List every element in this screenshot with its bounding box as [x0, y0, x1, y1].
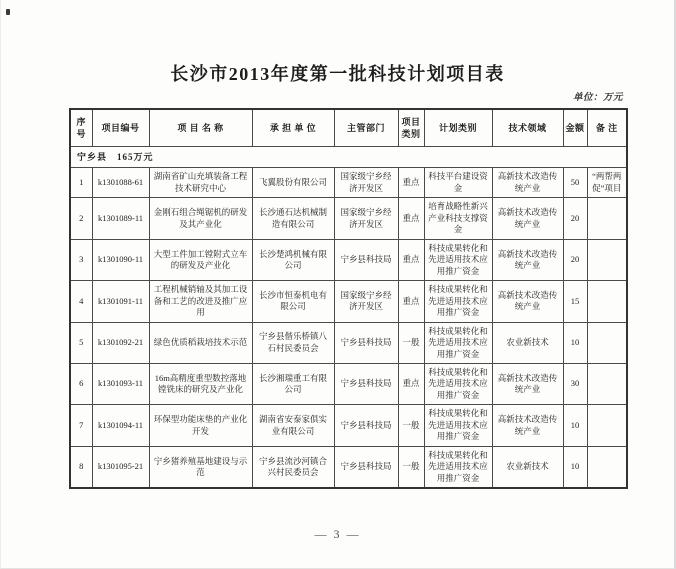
cell-code: k1301095-21	[92, 446, 149, 488]
cell-amount: 10	[563, 322, 587, 363]
projects-table	[69, 108, 628, 489]
cell-category: 重点	[398, 239, 424, 280]
cell-remark	[587, 239, 627, 280]
cell-dept: 国家级宁乡经济开发区	[334, 168, 398, 198]
cell-code: k1301089-11	[92, 198, 149, 239]
cell-unit: 飞翼股份有限公司	[252, 168, 334, 198]
cell-seq: 6	[70, 363, 92, 404]
table-row	[70, 446, 627, 488]
table-row	[70, 198, 627, 239]
header-field: 技术领域	[492, 109, 563, 147]
cell-dept: 宁乡县科技局	[334, 446, 398, 488]
cell-dept: 国家级宁乡经济开发区	[334, 281, 398, 322]
cell-name: 宁乡猪养殖基地建设与示范	[149, 446, 252, 488]
county-subtotal: 宁乡县 165万元	[70, 147, 627, 168]
cell-seq: 7	[70, 405, 92, 446]
cell-code: k1301091-11	[92, 281, 149, 322]
cell-code: k1301090-11	[92, 239, 149, 280]
cell-category: 重点	[398, 281, 424, 322]
cell-category: 重点	[398, 198, 424, 239]
cell-field: 高新技术改造传统产业	[492, 168, 563, 198]
page-number: — 3 —	[314, 527, 361, 541]
cell-dept: 宁乡县科技局	[334, 405, 398, 446]
cell-plan: 科技平台建设资金	[424, 168, 492, 198]
cell-amount: 50	[563, 168, 587, 198]
county-subtotal-row	[70, 147, 627, 168]
cell-code: k1301092-21	[92, 322, 149, 363]
cell-unit: 湖南省安泰家俱实业有限公司	[252, 405, 334, 446]
cell-amount: 15	[563, 281, 587, 322]
cell-field: 高新技术改造传统产业	[492, 198, 563, 239]
cell-dept: 宁乡县科技局	[334, 239, 398, 280]
cell-category: 重点	[398, 168, 424, 198]
cell-category: 一般	[398, 322, 424, 363]
cell-seq: 2	[70, 198, 92, 239]
cell-remark	[587, 198, 627, 239]
header-seq: 序号	[70, 109, 92, 147]
cell-code: k1301093-11	[92, 363, 149, 404]
cell-category: 重点	[398, 363, 424, 404]
cell-plan: 科技成果转化和先进适用技术应用推广资金	[424, 239, 492, 280]
cell-seq: 8	[70, 446, 92, 488]
cell-unit: 宁乡县流沙河镇合兴村民委员会	[252, 446, 334, 488]
cell-seq: 3	[70, 239, 92, 280]
header-category: 项目类别	[398, 109, 424, 147]
cell-amount: 30	[563, 363, 587, 404]
cell-category: 一般	[398, 405, 424, 446]
cell-plan: 科技成果转化和先进适用技术应用推广资金	[424, 281, 492, 322]
header-unit: 承 担 单 位	[252, 109, 334, 147]
cell-name: 环保型功能床垫的产业化开发	[149, 405, 252, 446]
cell-field: 农业新技术	[492, 446, 563, 488]
cell-code: k1301088-61	[92, 168, 149, 198]
cell-remark	[587, 322, 627, 363]
cell-name: 金刚石组合绳锯机的研发及其产业化	[149, 198, 252, 239]
table-row	[70, 322, 627, 363]
cell-plan: 科技成果转化和先进适用技术应用推广资金	[424, 405, 492, 446]
cell-category: 一般	[398, 446, 424, 488]
cell-seq: 1	[70, 168, 92, 198]
cell-field: 农业新技术	[492, 322, 563, 363]
cell-dept: 宁乡县科技局	[334, 322, 398, 363]
cell-unit: 长沙市恒泰机电有限公司	[252, 281, 334, 322]
cell-amount: 10	[563, 446, 587, 488]
cell-name: 湖南省矿山充填装备工程技术研究中心	[149, 168, 252, 198]
cell-dept: 国家级宁乡经济开发区	[334, 198, 398, 239]
cell-amount: 20	[563, 198, 587, 239]
header-plan: 计划类别	[424, 109, 492, 147]
document-title: 长沙市2013年度第一批科技计划项目表	[170, 64, 505, 84]
cell-amount: 10	[563, 405, 587, 446]
cell-remark	[587, 405, 627, 446]
scan-artifact-speck	[6, 9, 10, 15]
cell-seq: 5	[70, 322, 92, 363]
cell-name: 绿色优质稻栽培技术示范	[149, 322, 252, 363]
cell-remark	[587, 446, 627, 488]
cell-remark	[587, 281, 627, 322]
cell-name: 16m高精度重型数控落地镗铣床的研究及产业化	[149, 363, 252, 404]
cell-code: k1301094-11	[92, 405, 149, 446]
header-dept: 主管部门	[334, 109, 398, 147]
cell-amount: 20	[563, 239, 587, 280]
table-header-row	[70, 109, 627, 147]
cell-unit: 宁乡县偕乐桥镇八石村民委员会	[252, 322, 334, 363]
cell-unit: 长沙通石达机械制造有限公司	[252, 198, 334, 239]
cell-unit: 长沙湘瑞重工有限公司	[252, 363, 334, 404]
header-name: 项 目 名 称	[149, 109, 252, 147]
cell-remark: “两帮两促”项目	[587, 168, 627, 198]
header-amount: 金额	[563, 109, 587, 147]
cell-unit: 长沙楚鸿机械有限公司	[252, 239, 334, 280]
header-code: 项目编号	[92, 109, 149, 147]
cell-plan: 科技成果转化和先进适用技术应用推广资金	[424, 322, 492, 363]
cell-plan: 培育战略性新兴产业科技支撑资金	[424, 198, 492, 239]
table-row	[70, 168, 627, 198]
unit-note: 单位：万元	[572, 93, 623, 103]
cell-remark	[587, 363, 627, 404]
cell-plan: 科技成果转化和先进适用技术应用推广资金	[424, 363, 492, 404]
cell-seq: 4	[70, 281, 92, 322]
cell-dept: 宁乡县科技局	[334, 363, 398, 404]
cell-plan: 科技成果转化和先进适用技术应用推广资金	[424, 446, 492, 488]
cell-field: 高新技术改造传统产业	[492, 405, 563, 446]
table-row	[70, 405, 627, 446]
cell-field: 高新技术改造传统产业	[492, 363, 563, 404]
cell-field: 高新技术改造传统产业	[492, 281, 563, 322]
table-row	[70, 281, 627, 322]
table-row	[70, 363, 627, 404]
cell-field: 高新技术改造传统产业	[492, 239, 563, 280]
cell-name: 工程机械销轴及其加工设备和工艺的改进及推广应用	[149, 281, 252, 322]
cell-name: 大型工件加工镗附式立车的研发及产业化	[149, 239, 252, 280]
header-remark: 备 注	[587, 109, 627, 147]
table-row	[70, 239, 627, 280]
